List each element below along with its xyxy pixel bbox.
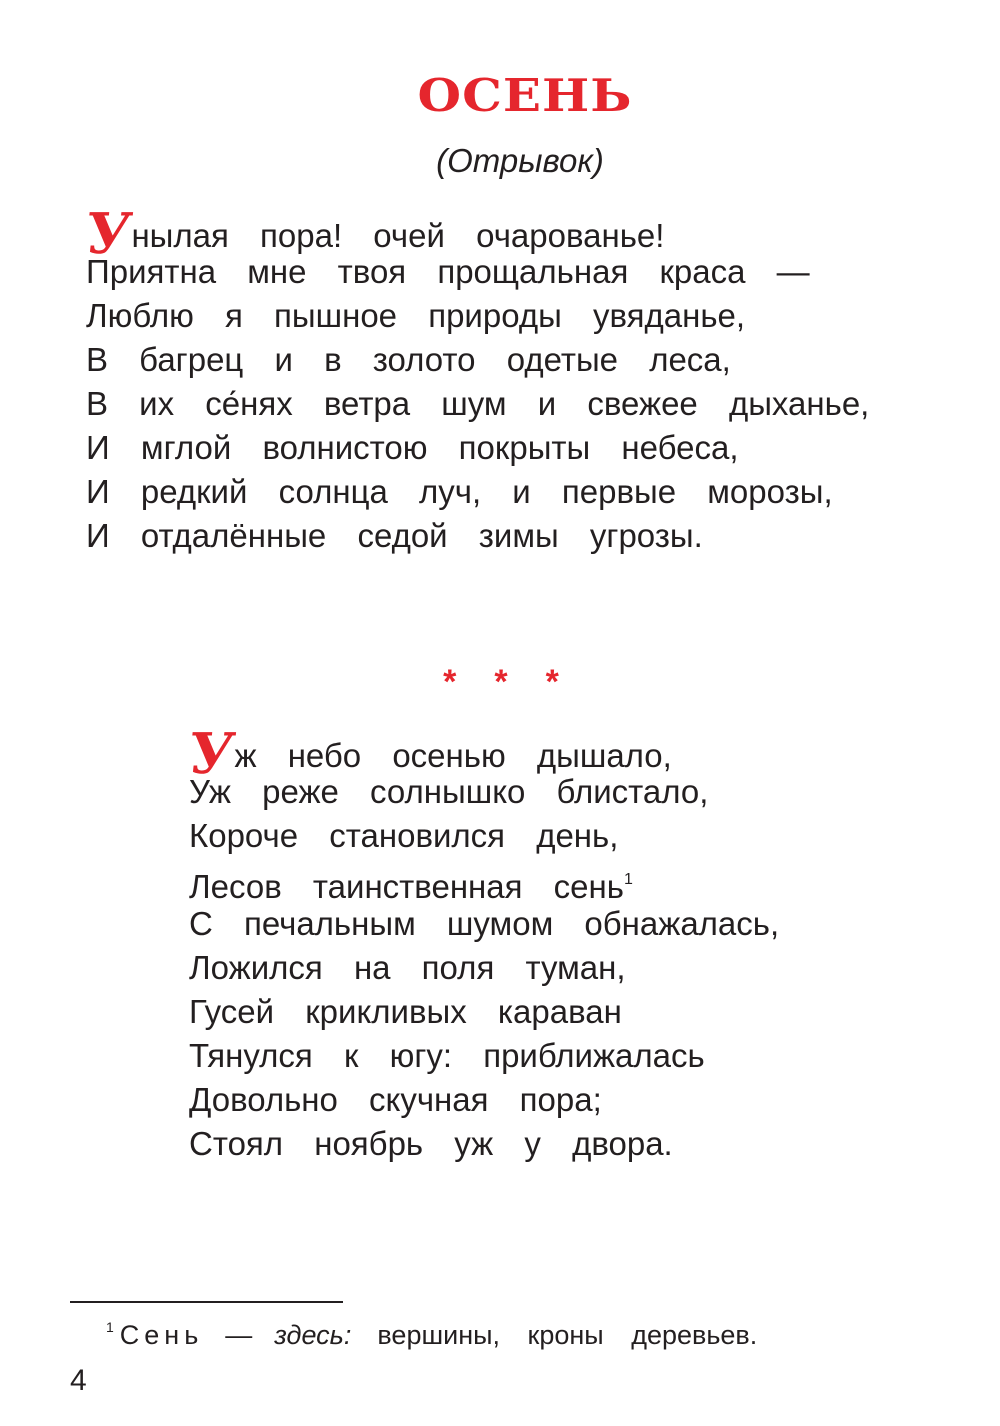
footnote-term: Сень [119, 1320, 204, 1350]
footnote-reference: 1 [623, 871, 633, 888]
poem-line: Приятна мне твоя прощальная краса — [86, 253, 810, 290]
poem-line: Гусей крикливых караван [189, 993, 622, 1030]
poem-line: В багрец и в золото одетые леса, [86, 341, 731, 378]
poem-line: С печальным шумом обнажалась, [189, 905, 780, 942]
poem-autumn-second [185, 721, 780, 1166]
footnote-mark: 1 [106, 1319, 114, 1335]
poem-line: Тянулся к югу: приближалась [189, 1037, 705, 1074]
footnote-label: здесь: [274, 1320, 352, 1350]
poem-line-text: ж небо осенью дышало, [234, 737, 672, 774]
poem-line [189, 858, 779, 905]
poem-line-text: Лесов таинственная сень [189, 868, 624, 905]
poem-line: И мглой волнистою покрыты небеса, [86, 429, 739, 466]
separator-stars: *** [443, 663, 597, 701]
footnote-definition: вершины, кроны деревьев. [377, 1320, 758, 1350]
poem-line: Люблю я пышное природы увяданье, [86, 297, 746, 334]
footnote-divider [70, 1301, 343, 1303]
poem-line [82, 201, 869, 267]
poem-title: ОСЕНЬ [417, 68, 633, 123]
poem-line: Ложился на поля туман, [189, 949, 626, 986]
poem-line: Короче становился день, [189, 817, 619, 854]
page-number: 4 [70, 1364, 87, 1397]
footnote [106, 1307, 757, 1355]
drop-cap: У [185, 721, 238, 787]
footnote-dash: — [225, 1320, 253, 1350]
poem-subtitle: (Отрывок) [436, 142, 604, 179]
poem-line: Уж реже солнышко блистало, [189, 773, 709, 810]
poem-line: И отдалённые седой зимы угрозы. [86, 517, 703, 554]
poem-line: В их се́нях ветра шум и свежее дыханье, [86, 385, 870, 422]
asterism-separator [0, 663, 1000, 702]
poem-autumn-excerpt [82, 201, 870, 558]
poem-line: Стоял ноябрь уж у двора. [189, 1125, 673, 1162]
poem-line: И редкий солнца луч, и первые морозы, [86, 473, 833, 510]
poem-line [185, 721, 779, 787]
poem-line: Довольно скучная пора; [189, 1081, 602, 1118]
poem-line-text: нылая пора! очей очарованье! [131, 217, 665, 254]
drop-cap: У [82, 201, 135, 267]
